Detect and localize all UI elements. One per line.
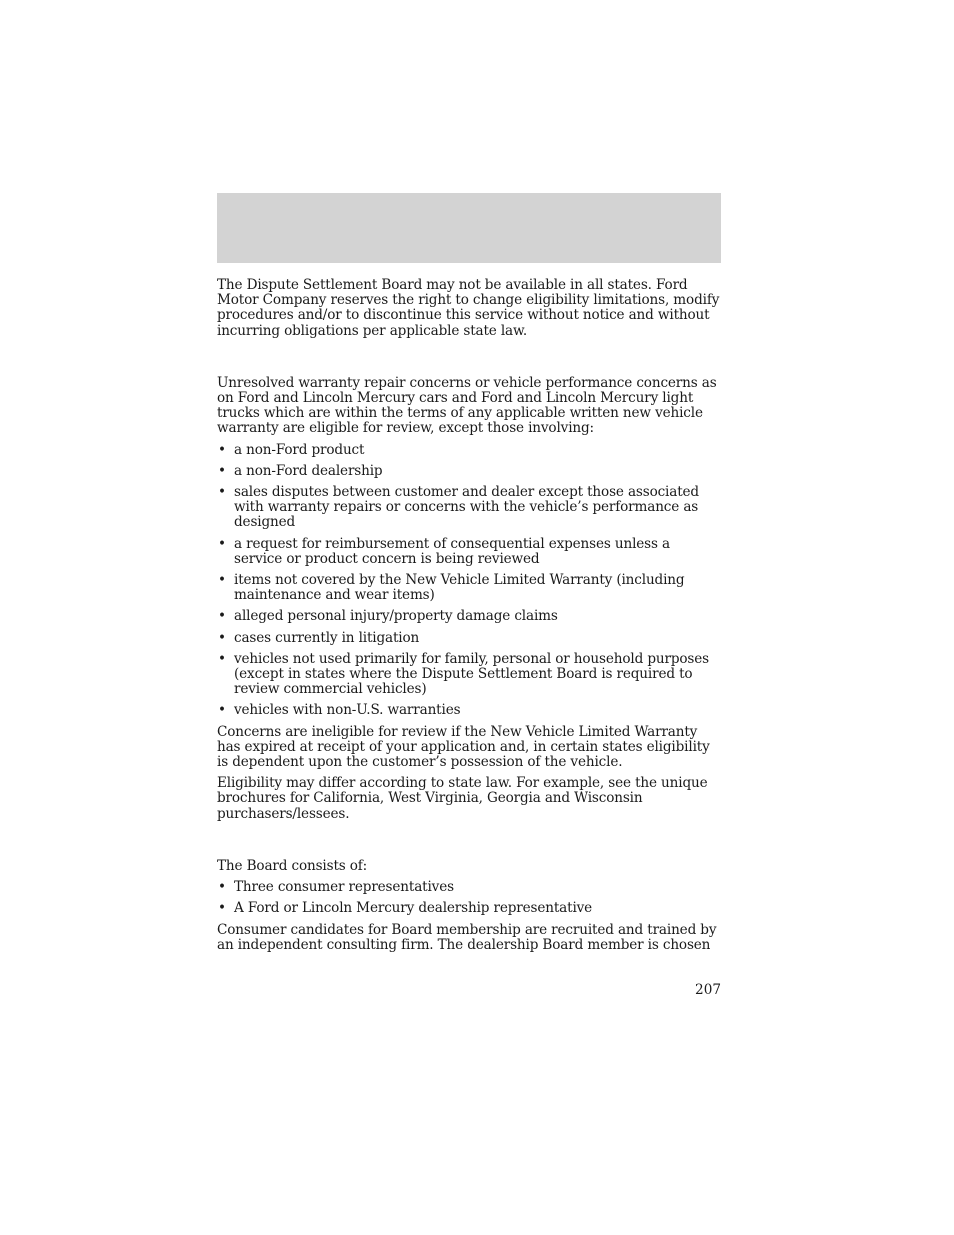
page-number: 207 xyxy=(695,982,721,998)
list-item: • A Ford or Lincoln Mercury dealership representative xyxy=(218,900,593,917)
list-item: • Three consumer representatives xyxy=(218,879,454,896)
exclusion-list xyxy=(217,443,721,719)
list-item: • sales disputes between customer and dealer except those associated with warranty repairs or concerns with the vehicle’s performance as designed xyxy=(218,484,699,531)
bullet-icon: • xyxy=(218,535,226,552)
bullet-icon: • xyxy=(218,650,226,667)
bullet-icon: • xyxy=(218,702,226,719)
bullet-icon: • xyxy=(218,879,226,896)
list-item: • a request for reimbursement of consequential expenses unless a service or product concern is being reviewed xyxy=(218,535,670,567)
intro-paragraph: The Dispute Settlement Board may not be available in all states. Ford Motor Company reserves the right to change eligibility limitations, modify procedures and/or to discontinue this service without notice and without incurring obligations per applicable state law. xyxy=(217,277,720,339)
list-item: • vehicles not used primarily for family, personal or household purposes (except in states where the Dispute Settlement Board is required to review commercial vehicles) xyxy=(218,650,709,698)
ineligible-paragraph: Concerns are ineligible for review if the New Vehicle Limited Warranty has expired at receipt of your application and, in certain states eligibility is dependent upon the customer’s possession of the vehicle. xyxy=(217,723,710,771)
list-item: • a non-Ford product xyxy=(218,441,365,458)
board-paragraph: The Board consists of: xyxy=(217,857,368,874)
board-member-list xyxy=(217,880,721,916)
state-law-paragraph: Eligibility may differ according to state law. For example, see the unique brochures for California, West Virginia, Georgia and Wisconsin purchasers/lessees. xyxy=(217,775,708,822)
bullet-icon: • xyxy=(218,462,226,479)
bullet-icon: • xyxy=(218,608,226,625)
list-item: • items not covered by the New Vehicle Limited Warranty (including maintenance and wear items) xyxy=(218,572,685,604)
bullet-icon: • xyxy=(218,441,226,458)
bullet-icon: • xyxy=(218,572,226,589)
recruitment-paragraph: Consumer candidates for Board membership are recruited and trained by an independent consulting firm. The dealership Board member is chosen xyxy=(217,921,717,953)
list-item: • cases currently in litigation xyxy=(218,629,420,646)
eligibility-paragraph: Unresolved warranty repair concerns or vehicle performance concerns as on Ford and Lincoln Mercury cars and Ford and Lincoln Mercury light trucks which are within the terms of any applicable written new vehicle warranty are eligible for review, except those involving: xyxy=(217,374,717,437)
bullet-icon: • xyxy=(218,900,226,917)
section-header-bar xyxy=(217,193,721,263)
list-item: • vehicles with non-U.S. warranties xyxy=(218,702,461,719)
page-content xyxy=(217,278,721,953)
list-item: • a non-Ford dealership xyxy=(218,462,383,479)
list-item: • alleged personal injury/property damage claims xyxy=(218,608,558,625)
bullet-icon: • xyxy=(218,629,226,646)
bullet-icon: • xyxy=(218,484,226,501)
